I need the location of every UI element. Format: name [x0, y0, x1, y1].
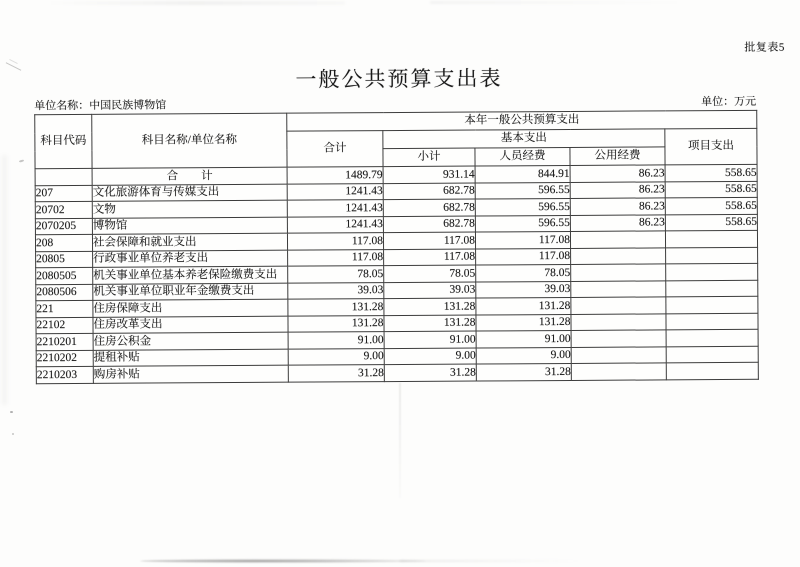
table-row	[36, 362, 758, 383]
header-public-funds: 公用经费	[570, 147, 665, 166]
subject-code-cell: 2070205	[35, 218, 92, 235]
total-cell: 91.00	[288, 332, 384, 349]
public-funds-cell: 86.23	[570, 198, 665, 215]
total-cell: 78.05	[288, 266, 384, 283]
project-expenditure-cell	[666, 346, 758, 363]
public-funds-cell	[571, 264, 666, 281]
project-expenditure-cell	[666, 362, 758, 379]
project-expenditure-cell	[666, 329, 758, 346]
unit-of-measure-label: 单位：万元	[701, 95, 757, 109]
header-personnel-funds: 人员经费	[475, 147, 570, 166]
subtotal-cell: 117.08	[383, 232, 475, 249]
public-funds-cell	[570, 231, 665, 248]
subtotal-cell: 117.08	[384, 249, 476, 266]
personnel-funds-cell: 131.28	[476, 314, 571, 331]
subtotal-cell: 31.28	[384, 364, 476, 381]
subject-code-cell: 2080505	[36, 267, 93, 284]
total-cell: 1241.43	[287, 183, 383, 200]
personnel-funds-cell: 31.28	[476, 363, 571, 380]
project-expenditure-cell	[665, 230, 757, 247]
form-number-label: 批复表5	[744, 41, 785, 54]
project-expenditure-cell	[666, 280, 758, 297]
subject-code-cell: 208	[35, 234, 92, 251]
total-cell: 117.08	[287, 233, 383, 250]
personnel-funds-cell: 131.28	[476, 297, 571, 314]
subject-code-cell: 221	[36, 300, 93, 317]
total-cell: 131.28	[288, 315, 384, 332]
total-cell: 9.00	[288, 348, 384, 365]
subject-name-cell: 住房公积金	[93, 332, 288, 350]
subject-code-cell: 2210201	[36, 333, 93, 350]
public-funds-cell	[571, 330, 666, 347]
subject-code-cell: 2210203	[36, 366, 93, 383]
public-funds-cell: 86.23	[570, 165, 665, 182]
subtotal-cell: 39.03	[384, 282, 476, 299]
subtotal-cell: 131.28	[384, 315, 476, 332]
public-funds-cell	[571, 247, 666, 264]
project-expenditure-cell: 558.65	[665, 164, 757, 181]
total-cell: 1241.43	[287, 216, 383, 233]
total-cell: 39.03	[288, 282, 384, 299]
subject-name-cell: 机关事业单位基本养老保险缴费支出	[93, 266, 288, 284]
subject-name-cell: 住房保障支出	[93, 299, 288, 317]
personnel-funds-cell: 596.55	[475, 215, 570, 232]
personnel-funds-cell: 596.55	[475, 182, 570, 199]
total-cell: 131.28	[288, 299, 384, 316]
subject-name-cell: 提租补贴	[93, 349, 288, 367]
project-expenditure-cell: 558.65	[665, 181, 757, 198]
subject-name-cell: 住房改革支出	[93, 316, 288, 334]
personnel-funds-cell: 117.08	[476, 248, 571, 265]
unit-name-label: 单位名称：中国民族博物馆	[34, 99, 167, 113]
subject-name-cell: 合 计	[92, 167, 287, 185]
subject-name-cell: 文化旅游体育与传媒支出	[92, 184, 287, 202]
subtotal-cell: 91.00	[384, 331, 476, 348]
subtotal-cell: 78.05	[384, 265, 476, 282]
header-subtotal: 小计	[383, 148, 475, 167]
subject-name-cell: 社会保障和就业支出	[92, 233, 287, 251]
header-year-budget-group: 本年一般公共预算支出	[287, 110, 757, 131]
public-funds-cell	[571, 280, 666, 297]
subject-code-cell: 2080506	[36, 284, 93, 301]
subject-name-cell: 购房补贴	[93, 365, 288, 383]
project-expenditure-cell	[666, 247, 758, 264]
personnel-funds-cell: 117.08	[475, 231, 570, 248]
subject-name-cell: 文物	[92, 200, 287, 218]
header-subject-code: 科目代码	[35, 114, 92, 168]
public-funds-cell: 86.23	[570, 181, 665, 198]
subtotal-cell: 682.78	[383, 199, 475, 216]
subtotal-cell: 9.00	[384, 348, 476, 365]
personnel-funds-cell: 9.00	[476, 347, 571, 364]
personnel-funds-cell: 91.00	[476, 330, 571, 347]
personnel-funds-cell: 78.05	[476, 264, 571, 281]
personnel-funds-cell: 596.55	[475, 198, 570, 215]
total-cell: 117.08	[288, 249, 384, 266]
project-expenditure-cell: 558.65	[665, 214, 757, 231]
project-expenditure-cell	[666, 313, 758, 330]
header-total: 合计	[287, 131, 383, 168]
project-expenditure-cell: 558.65	[665, 197, 757, 214]
subtotal-cell: 682.78	[383, 183, 475, 200]
subject-code-cell	[35, 168, 92, 185]
subject-code-cell: 207	[35, 185, 92, 202]
project-expenditure-cell	[666, 296, 758, 313]
public-funds-cell	[571, 297, 666, 314]
budget-expenditure-table	[34, 110, 759, 384]
page-title: 一般公共预算支出表	[295, 66, 503, 92]
personnel-funds-cell: 39.03	[476, 281, 571, 298]
public-funds-cell	[571, 313, 666, 330]
total-cell: 1489.79	[287, 167, 383, 184]
personnel-funds-cell: 844.91	[475, 165, 570, 182]
public-funds-cell	[571, 363, 666, 380]
subject-name-cell: 行政事业单位养老支出	[93, 250, 288, 268]
subtotal-cell: 931.14	[383, 166, 475, 183]
subject-code-cell: 2210202	[36, 350, 93, 367]
subject-name-cell: 博物馆	[92, 217, 287, 235]
subject-name-cell: 机关事业单位职业年金缴费支出	[93, 283, 288, 301]
project-expenditure-cell	[666, 263, 758, 280]
subtotal-cell: 131.28	[384, 298, 476, 315]
header-subject-name: 科目名称/单位名称	[92, 113, 287, 168]
total-cell: 31.28	[288, 365, 384, 382]
subtotal-cell: 682.78	[383, 216, 475, 233]
subject-code-cell: 20702	[35, 201, 92, 218]
header-basic-expenditure-group: 基本支出	[383, 129, 665, 149]
public-funds-cell	[571, 346, 666, 363]
total-cell: 1241.43	[287, 200, 383, 217]
subject-code-cell: 20805	[36, 251, 93, 268]
subject-code-cell: 22102	[36, 317, 93, 334]
public-funds-cell: 86.23	[570, 214, 665, 231]
header-project-expenditure: 项目支出	[665, 128, 757, 165]
